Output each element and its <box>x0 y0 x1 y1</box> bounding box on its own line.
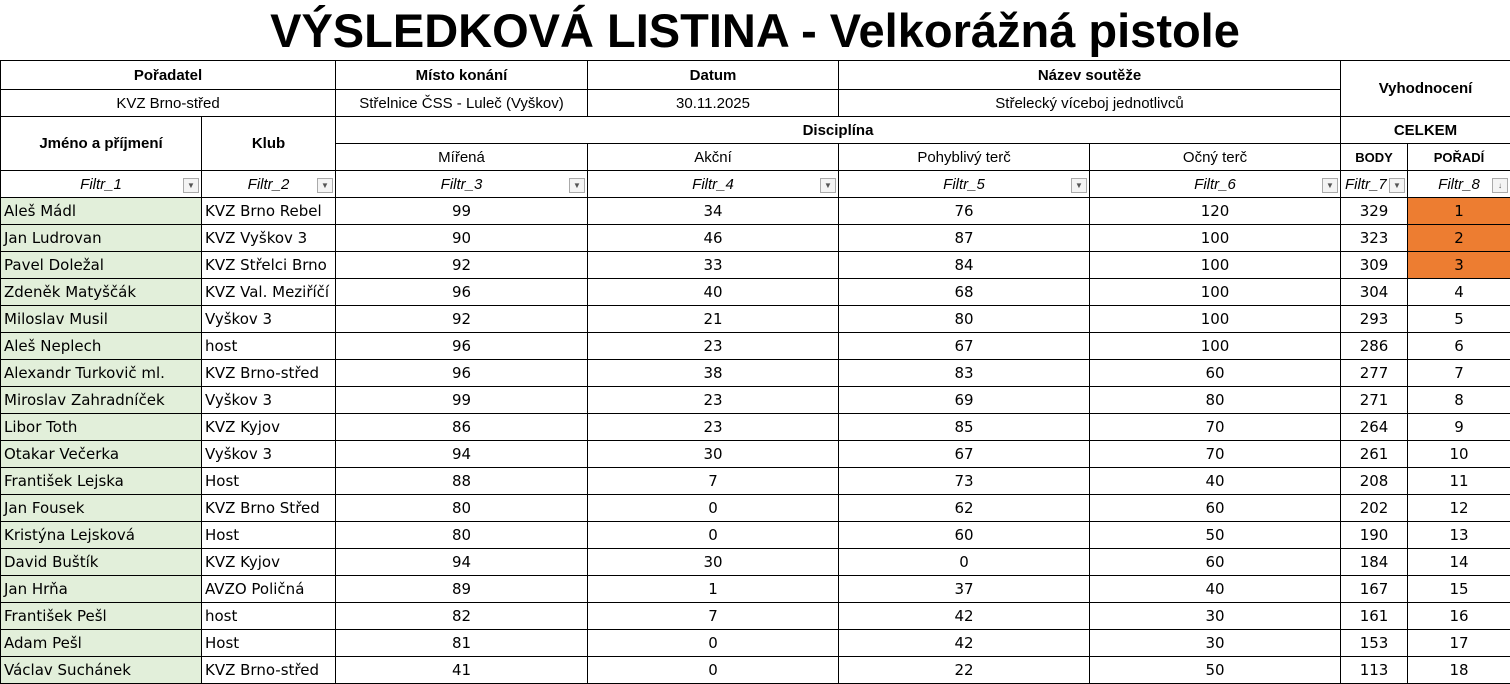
score-mirena[interactable]: 80 <box>336 495 588 522</box>
rank[interactable]: 14 <box>1408 549 1510 576</box>
table-row <box>1 360 1510 387</box>
results-table <box>0 60 1510 684</box>
score-ocny[interactable]: 60 <box>1090 495 1341 522</box>
table-row <box>1 522 1510 549</box>
participant-name[interactable]: David Buštík <box>1 549 202 576</box>
rank[interactable]: 18 <box>1408 657 1510 684</box>
score-ocny[interactable]: 100 <box>1090 279 1341 306</box>
filter-label: Filtr_6 <box>1194 176 1236 193</box>
filter-label: Filtr_1 <box>80 176 122 193</box>
table-row <box>1 279 1510 306</box>
rank[interactable]: 1 <box>1408 198 1510 225</box>
participant-name[interactable]: Václav Suchánek <box>1 657 202 684</box>
filter-cell <box>202 171 336 198</box>
filter-label: Filtr_3 <box>441 176 483 193</box>
score-pohyblivy[interactable]: 85 <box>839 414 1090 441</box>
participant-name[interactable]: Otakar Večerka <box>1 441 202 468</box>
participant-club[interactable]: KVZ Vyškov 3 <box>202 225 336 252</box>
score-pohyblivy[interactable]: 37 <box>839 576 1090 603</box>
participant-name[interactable]: Miroslav Zahradníček <box>1 387 202 414</box>
total-body[interactable]: 153 <box>1341 630 1408 657</box>
total-body[interactable]: 167 <box>1341 576 1408 603</box>
participant-club[interactable]: KVZ Kyjov <box>202 414 336 441</box>
filter-cell <box>839 171 1090 198</box>
participant-name[interactable]: Jan Hrňa <box>1 576 202 603</box>
rank[interactable]: 5 <box>1408 306 1510 333</box>
rank[interactable]: 8 <box>1408 387 1510 414</box>
ocny-header: Očný terč <box>1090 144 1341 171</box>
score-mirena[interactable]: 41 <box>336 657 588 684</box>
score-akcni[interactable]: 38 <box>588 360 839 387</box>
rank[interactable]: 2 <box>1408 225 1510 252</box>
filter-cell <box>336 171 588 198</box>
vyhodnoceni-label: Vyhodnocení <box>1341 61 1510 117</box>
total-body[interactable]: 329 <box>1341 198 1408 225</box>
score-mirena[interactable]: 90 <box>336 225 588 252</box>
score-ocny[interactable]: 70 <box>1090 414 1341 441</box>
score-ocny[interactable]: 60 <box>1090 549 1341 576</box>
filter-row <box>1 171 1510 198</box>
rank[interactable]: 11 <box>1408 468 1510 495</box>
participant-name[interactable]: Pavel Doležal <box>1 252 202 279</box>
filter-label: Filtr_2 <box>248 176 290 193</box>
rank[interactable]: 12 <box>1408 495 1510 522</box>
score-mirena[interactable]: 96 <box>336 333 588 360</box>
total-body[interactable]: 264 <box>1341 414 1408 441</box>
table-row <box>1 549 1510 576</box>
score-pohyblivy[interactable]: 60 <box>839 522 1090 549</box>
table-row <box>1 306 1510 333</box>
table-row <box>1 198 1510 225</box>
score-mirena[interactable]: 94 <box>336 441 588 468</box>
filter-cell <box>1 171 202 198</box>
total-body[interactable]: 261 <box>1341 441 1408 468</box>
score-pohyblivy[interactable]: 87 <box>839 225 1090 252</box>
score-pohyblivy[interactable]: 22 <box>839 657 1090 684</box>
score-akcni[interactable]: 23 <box>588 333 839 360</box>
score-mirena[interactable]: 92 <box>336 306 588 333</box>
rank[interactable]: 13 <box>1408 522 1510 549</box>
rank[interactable]: 10 <box>1408 441 1510 468</box>
score-pohyblivy[interactable]: 62 <box>839 495 1090 522</box>
filter-dropdown-icon[interactable]: ▼ <box>1389 178 1405 193</box>
total-body[interactable]: 277 <box>1341 360 1408 387</box>
celkem-header: CELKEM <box>1341 117 1510 144</box>
participant-name[interactable]: Adam Pešl <box>1 630 202 657</box>
total-body[interactable]: 113 <box>1341 657 1408 684</box>
score-ocny[interactable]: 50 <box>1090 522 1341 549</box>
score-pohyblivy[interactable]: 42 <box>839 603 1090 630</box>
score-mirena[interactable]: 89 <box>336 576 588 603</box>
score-pohyblivy[interactable]: 68 <box>839 279 1090 306</box>
participant-club[interactable]: KVZ Střelci Brno <box>202 252 336 279</box>
participant-name[interactable]: František Lejska <box>1 468 202 495</box>
participant-name[interactable]: Libor Toth <box>1 414 202 441</box>
poradatel-label: Pořadatel <box>1 61 336 90</box>
score-ocny[interactable]: 50 <box>1090 657 1341 684</box>
table-row <box>1 603 1510 630</box>
score-akcni[interactable]: 7 <box>588 468 839 495</box>
score-akcni[interactable]: 0 <box>588 630 839 657</box>
score-mirena[interactable]: 96 <box>336 360 588 387</box>
filter-cell <box>588 171 839 198</box>
results-body <box>1 198 1510 684</box>
score-akcni[interactable]: 7 <box>588 603 839 630</box>
table-row <box>1 495 1510 522</box>
akcni-header: Akční <box>588 144 839 171</box>
filter-label: Filtr_7 <box>1345 176 1387 193</box>
participant-name[interactable]: Aleš Neplech <box>1 333 202 360</box>
score-akcni[interactable]: 30 <box>588 441 839 468</box>
misto-label: Místo konání <box>336 61 588 90</box>
score-ocny[interactable]: 70 <box>1090 441 1341 468</box>
table-row <box>1 468 1510 495</box>
rank[interactable]: 16 <box>1408 603 1510 630</box>
rank[interactable]: 6 <box>1408 333 1510 360</box>
score-mirena[interactable]: 99 <box>336 387 588 414</box>
participant-club[interactable]: Host <box>202 468 336 495</box>
score-akcni[interactable]: 23 <box>588 414 839 441</box>
table-row <box>1 225 1510 252</box>
score-pohyblivy[interactable]: 84 <box>839 252 1090 279</box>
score-pohyblivy[interactable]: 42 <box>839 630 1090 657</box>
table-row <box>1 576 1510 603</box>
score-ocny[interactable]: 40 <box>1090 468 1341 495</box>
score-mirena[interactable]: 94 <box>336 549 588 576</box>
total-body[interactable]: 161 <box>1341 603 1408 630</box>
rank[interactable]: 15 <box>1408 576 1510 603</box>
score-akcni[interactable]: 23 <box>588 387 839 414</box>
filter-label: Filtr_5 <box>943 176 985 193</box>
score-ocny[interactable]: 120 <box>1090 198 1341 225</box>
participant-name[interactable]: Jan Ludrovan <box>1 225 202 252</box>
participant-club[interactable]: Vyškov 3 <box>202 387 336 414</box>
datum-value: 30.11.2025 <box>588 90 839 117</box>
score-ocny[interactable]: 100 <box>1090 333 1341 360</box>
total-body[interactable]: 309 <box>1341 252 1408 279</box>
misto-value: Střelnice ČSS - Luleč (Vyškov) <box>336 90 588 117</box>
total-body[interactable]: 202 <box>1341 495 1408 522</box>
filter-label: Filtr_4 <box>692 176 734 193</box>
participant-club[interactable]: host <box>202 333 336 360</box>
disciplina-header: Disciplína <box>336 117 1341 144</box>
filter-dropdown-icon[interactable]: ▼ <box>820 178 836 193</box>
participant-club[interactable]: KVZ Brno Rebel <box>202 198 336 225</box>
score-ocny[interactable]: 30 <box>1090 630 1341 657</box>
filter-cell <box>1408 171 1510 198</box>
total-body[interactable]: 184 <box>1341 549 1408 576</box>
score-ocny[interactable]: 100 <box>1090 252 1341 279</box>
total-body[interactable]: 323 <box>1341 225 1408 252</box>
participant-name[interactable]: Miloslav Musil <box>1 306 202 333</box>
nazev-label: Název soutěže <box>839 61 1341 90</box>
rank[interactable]: 7 <box>1408 360 1510 387</box>
score-mirena[interactable]: 86 <box>336 414 588 441</box>
score-ocny[interactable]: 60 <box>1090 360 1341 387</box>
score-mirena[interactable]: 88 <box>336 468 588 495</box>
poradatel-value: KVZ Brno-střed <box>1 90 336 117</box>
participant-name[interactable]: Aleš Mádl <box>1 198 202 225</box>
score-mirena[interactable]: 92 <box>336 252 588 279</box>
score-akcni[interactable]: 0 <box>588 495 839 522</box>
participant-club[interactable]: Vyškov 3 <box>202 441 336 468</box>
participant-club[interactable]: KVZ Kyjov <box>202 549 336 576</box>
table-row <box>1 657 1510 684</box>
participant-club[interactable]: Host <box>202 522 336 549</box>
poradi-header: POŘADÍ <box>1408 144 1510 171</box>
participant-name[interactable]: Zdeněk Matyščák <box>1 279 202 306</box>
rank[interactable]: 9 <box>1408 414 1510 441</box>
filter-label: Filtr_8 <box>1438 176 1480 193</box>
table-row <box>1 630 1510 657</box>
rank[interactable]: 17 <box>1408 630 1510 657</box>
datum-label: Datum <box>588 61 839 90</box>
score-akcni[interactable]: 33 <box>588 252 839 279</box>
score-akcni[interactable]: 34 <box>588 198 839 225</box>
total-body[interactable]: 190 <box>1341 522 1408 549</box>
filter-dropdown-icon[interactable]: ▼ <box>1071 178 1087 193</box>
score-ocny[interactable]: 40 <box>1090 576 1341 603</box>
participant-club[interactable]: KVZ Brno-střed <box>202 360 336 387</box>
pohyblivy-header: Pohyblivý terč <box>839 144 1090 171</box>
score-akcni[interactable]: 0 <box>588 657 839 684</box>
total-body[interactable]: 304 <box>1341 279 1408 306</box>
participant-club[interactable]: host <box>202 603 336 630</box>
participant-club[interactable]: Vyškov 3 <box>202 306 336 333</box>
score-pohyblivy[interactable]: 73 <box>839 468 1090 495</box>
score-pohyblivy[interactable]: 0 <box>839 549 1090 576</box>
table-row <box>1 333 1510 360</box>
total-body[interactable]: 286 <box>1341 333 1408 360</box>
participant-name[interactable]: František Pešl <box>1 603 202 630</box>
score-pohyblivy[interactable]: 67 <box>839 333 1090 360</box>
participant-club[interactable]: Host <box>202 630 336 657</box>
klub-header: Klub <box>202 117 336 171</box>
score-pohyblivy[interactable]: 76 <box>839 198 1090 225</box>
score-ocny[interactable]: 80 <box>1090 387 1341 414</box>
score-akcni[interactable]: 40 <box>588 279 839 306</box>
score-ocny[interactable]: 100 <box>1090 306 1341 333</box>
score-akcni[interactable]: 30 <box>588 549 839 576</box>
score-ocny[interactable]: 30 <box>1090 603 1341 630</box>
sheet-title: VÝSLEDKOVÁ LISTINA - Velkorážná pistole <box>0 0 1510 60</box>
filter-dropdown-icon[interactable]: ▼ <box>317 178 333 193</box>
table-row <box>1 441 1510 468</box>
filter-dropdown-icon[interactable]: ▼ <box>1322 178 1338 193</box>
participant-name[interactable]: Alexandr Turkovič ml. <box>1 360 202 387</box>
score-ocny[interactable]: 100 <box>1090 225 1341 252</box>
participant-club[interactable]: KVZ Val. Meziříčí <box>202 279 336 306</box>
score-pohyblivy[interactable]: 80 <box>839 306 1090 333</box>
score-pohyblivy[interactable]: 83 <box>839 360 1090 387</box>
score-pohyblivy[interactable]: 69 <box>839 387 1090 414</box>
nazev-value: Střelecký víceboj jednotlivců <box>839 90 1341 117</box>
filter-dropdown-icon[interactable]: ▼ <box>183 178 199 193</box>
score-akcni[interactable]: 21 <box>588 306 839 333</box>
score-mirena[interactable]: 99 <box>336 198 588 225</box>
score-mirena[interactable]: 80 <box>336 522 588 549</box>
total-body[interactable]: 271 <box>1341 387 1408 414</box>
rank[interactable]: 3 <box>1408 252 1510 279</box>
score-mirena[interactable]: 81 <box>336 630 588 657</box>
score-mirena[interactable]: 82 <box>336 603 588 630</box>
score-mirena[interactable]: 96 <box>336 279 588 306</box>
table-row <box>1 414 1510 441</box>
participant-club[interactable]: KVZ Brno Střed <box>202 495 336 522</box>
table-row <box>1 387 1510 414</box>
body-header: BODY <box>1341 144 1408 171</box>
participant-club[interactable]: AVZO Poličná <box>202 576 336 603</box>
jmeno-header: Jméno a příjmení <box>1 117 202 171</box>
participant-club[interactable]: KVZ Brno-střed <box>202 657 336 684</box>
filter-dropdown-icon[interactable]: ▼ <box>569 178 585 193</box>
total-body[interactable]: 208 <box>1341 468 1408 495</box>
table-row <box>1 252 1510 279</box>
filter-cell <box>1090 171 1341 198</box>
score-akcni[interactable]: 0 <box>588 522 839 549</box>
filter-sort-dropdown-icon[interactable]: ↓ <box>1492 178 1508 193</box>
rank[interactable]: 4 <box>1408 279 1510 306</box>
total-body[interactable]: 293 <box>1341 306 1408 333</box>
score-pohyblivy[interactable]: 67 <box>839 441 1090 468</box>
participant-name[interactable]: Kristýna Lejsková <box>1 522 202 549</box>
score-akcni[interactable]: 1 <box>588 576 839 603</box>
filter-cell <box>1341 171 1408 198</box>
participant-name[interactable]: Jan Fousek <box>1 495 202 522</box>
mirena-header: Mířená <box>336 144 588 171</box>
score-akcni[interactable]: 46 <box>588 225 839 252</box>
